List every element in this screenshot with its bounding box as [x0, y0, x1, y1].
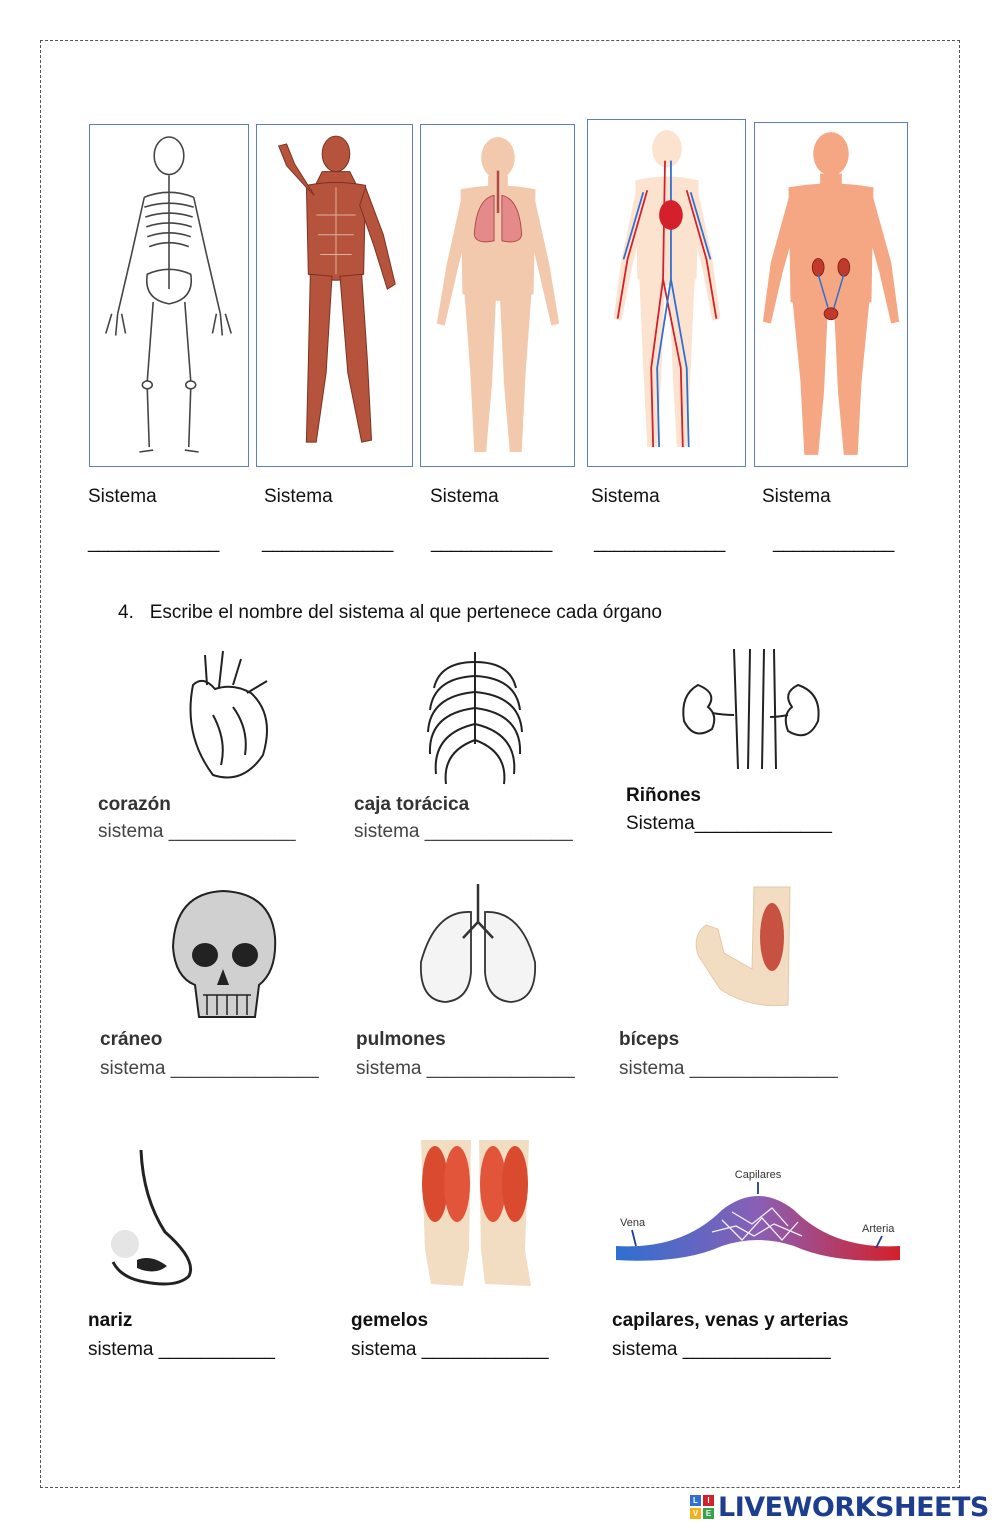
organ-name-corazon: corazón [98, 794, 171, 815]
organ-name-rinones: Riñones [626, 785, 701, 806]
respiratory-system-image [420, 124, 575, 467]
system-label-3: Sistema [430, 486, 499, 507]
skeletal-system-image [89, 124, 249, 467]
kidneys-image [678, 645, 824, 773]
biceps-image [690, 885, 796, 1013]
organ-name-capilares: capilares, venas y arterias [612, 1310, 849, 1331]
system-answer-blank-5[interactable]: ____________ [773, 532, 894, 553]
organ-answer-rinones[interactable]: Sistema_____________ [626, 813, 833, 834]
organ-answer-craneo[interactable]: sistema ______________ [100, 1058, 319, 1079]
skull-image [165, 885, 280, 1025]
brand-logo-icon [690, 1495, 714, 1519]
system-answer-blank-1[interactable]: _____________ [88, 532, 219, 553]
system-label-2: Sistema [264, 486, 333, 507]
calves-image [415, 1140, 535, 1292]
question-text: Escribe el nombre del sistema al que pertenece cada órgano [149, 602, 662, 623]
system-label-1: Sistema [88, 486, 157, 507]
ribcage-image [420, 648, 530, 788]
logo-letter-e: E [703, 1508, 714, 1519]
system-label-4: Sistema [591, 486, 660, 507]
organ-answer-caja-toracica[interactable]: sistema ______________ [354, 821, 573, 842]
lungs-image [415, 882, 541, 1007]
organ-name-nariz: nariz [88, 1310, 133, 1331]
organ-answer-capilares[interactable]: sistema ______________ [612, 1339, 831, 1360]
system-answer-blank-4[interactable]: _____________ [594, 532, 725, 553]
organ-answer-nariz[interactable]: sistema ___________ [88, 1339, 275, 1360]
excretory-system-image [754, 122, 908, 467]
logo-letter-l: L [690, 1495, 701, 1506]
liveworksheets-logo[interactable] [690, 1490, 989, 1524]
logo-letter-i: I [703, 1495, 714, 1506]
organ-name-gemelos: gemelos [351, 1310, 429, 1331]
system-answer-blank-2[interactable]: _____________ [262, 532, 393, 553]
organ-answer-biceps[interactable]: sistema ______________ [619, 1058, 838, 1079]
question-4 [118, 602, 662, 624]
muscular-system-image [256, 124, 413, 467]
system-label-5: Sistema [762, 486, 831, 507]
organ-answer-gemelos[interactable]: sistema ____________ [351, 1339, 549, 1360]
capillaries-top-label: Capilares [734, 1169, 782, 1181]
nose-image [105, 1148, 200, 1293]
capillaries-right-label: Arteria [862, 1223, 895, 1235]
question-number: 4. [118, 602, 134, 623]
organ-name-craneo: cráneo [100, 1029, 163, 1050]
capillaries-left-label: Vena [620, 1217, 646, 1229]
organ-answer-pulmones[interactable]: sistema ______________ [356, 1058, 575, 1079]
circulatory-system-image [587, 119, 746, 467]
heart-image [163, 645, 278, 790]
organ-name-pulmones: pulmones [356, 1029, 446, 1050]
system-answer-blank-3[interactable]: ____________ [431, 532, 552, 553]
organ-name-caja-toracica: caja torácica [354, 794, 470, 815]
organ-name-biceps: bíceps [619, 1029, 680, 1050]
capillaries-image [612, 1160, 904, 1280]
brand-text: LIVEWORKSHEETS [718, 1491, 989, 1523]
organ-answer-corazon[interactable]: sistema ____________ [98, 821, 296, 842]
logo-letter-v: V [690, 1508, 701, 1519]
